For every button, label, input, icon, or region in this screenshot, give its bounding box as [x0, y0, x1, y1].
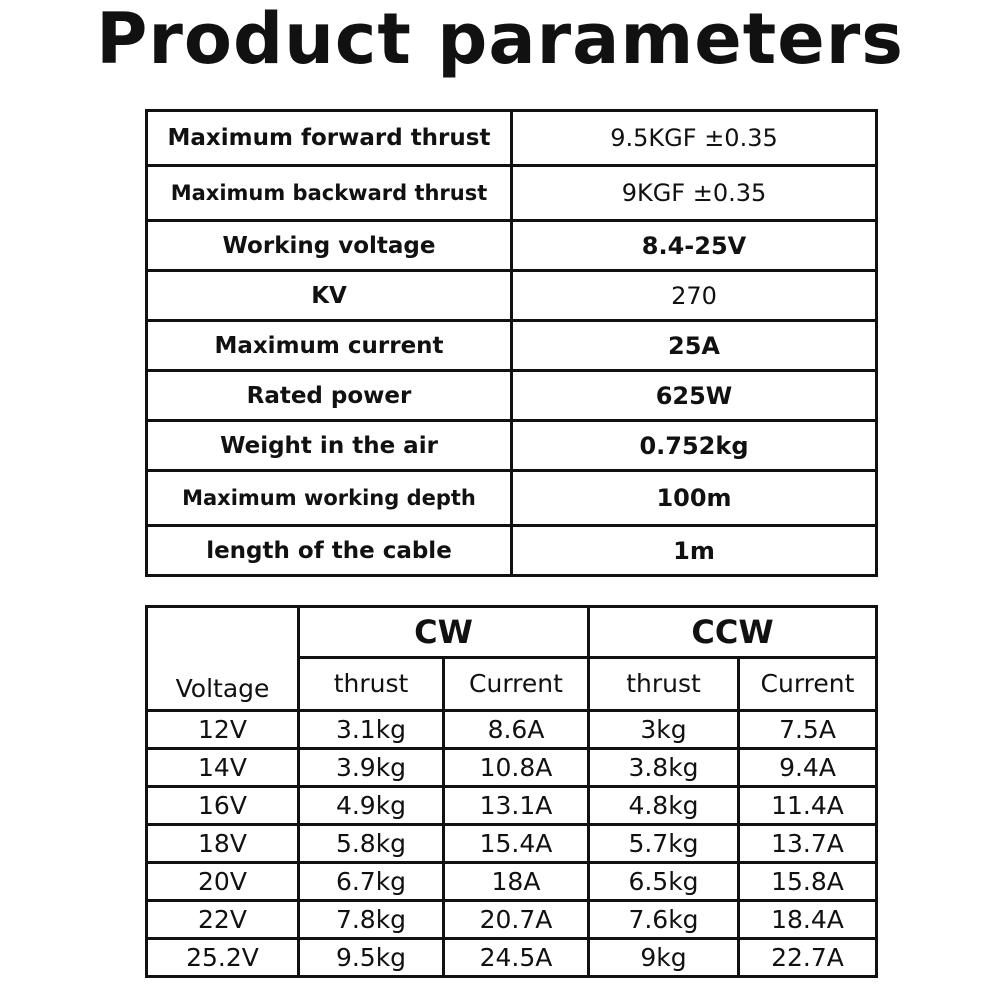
table-row [147, 748, 877, 786]
table-row [147, 862, 877, 900]
ccw-current-cell: 9.4A [739, 748, 877, 786]
ccw-thrust-cell: 5.7kg [589, 824, 739, 862]
spec-value: 0.752kg [512, 421, 877, 471]
spec-value: 100m [512, 471, 877, 526]
specs-row-weight [147, 421, 877, 471]
cw-current-cell: 10.8A [444, 748, 589, 786]
header-ccw-current: Current [739, 658, 877, 711]
spec-value: 9KGF ±0.35 [512, 166, 877, 221]
spec-label: Maximum current [147, 321, 512, 371]
cw-current-cell: 15.4A [444, 824, 589, 862]
ccw-thrust-cell: 7.6kg [589, 900, 739, 938]
spec-value: 9.5KGF ±0.35 [512, 111, 877, 166]
cw-thrust-cell: 5.8kg [299, 824, 444, 862]
ccw-current-cell: 15.8A [739, 862, 877, 900]
corner-cell [147, 607, 299, 658]
table-row [147, 824, 877, 862]
spec-label: Maximum forward thrust [147, 111, 512, 166]
voltage-cell: 16V [147, 786, 299, 824]
header-voltage: Voltage [147, 658, 299, 711]
ccw-thrust-cell: 4.8kg [589, 786, 739, 824]
voltage-cell: 12V [147, 710, 299, 748]
cw-current-cell: 8.6A [444, 710, 589, 748]
ccw-thrust-cell: 9kg [589, 938, 739, 976]
cw-current-cell: 20.7A [444, 900, 589, 938]
specs-row-cable-length [147, 526, 877, 576]
spec-label: Rated power [147, 371, 512, 421]
specs-row-kv [147, 271, 877, 321]
ccw-current-cell: 7.5A [739, 710, 877, 748]
voltage-cell: 22V [147, 900, 299, 938]
spec-label: Weight in the air [147, 421, 512, 471]
spec-value: 8.4-25V [512, 221, 877, 271]
cw-current-cell: 13.1A [444, 786, 589, 824]
spec-label: Maximum backward thrust [147, 166, 512, 221]
cw-thrust-cell: 7.8kg [299, 900, 444, 938]
cw-current-cell: 24.5A [444, 938, 589, 976]
column-header-row [147, 658, 877, 711]
header-cw-thrust: thrust [299, 658, 444, 711]
ccw-thrust-cell: 6.5kg [589, 862, 739, 900]
table-row [147, 786, 877, 824]
specs-row-max-current [147, 321, 877, 371]
table-row [147, 900, 877, 938]
cw-current-cell: 18A [444, 862, 589, 900]
performance-table [145, 605, 878, 978]
ccw-current-cell: 18.4A [739, 900, 877, 938]
spec-value: 1m [512, 526, 877, 576]
voltage-cell: 14V [147, 748, 299, 786]
cw-thrust-cell: 3.9kg [299, 748, 444, 786]
table-row [147, 710, 877, 748]
group-ccw: CCW [589, 607, 877, 658]
specs-row-depth [147, 471, 877, 526]
spec-value: 625W [512, 371, 877, 421]
header-ccw-thrust: thrust [589, 658, 739, 711]
spec-value: 270 [512, 271, 877, 321]
group-cw: CW [299, 607, 589, 658]
ccw-current-cell: 13.7A [739, 824, 877, 862]
voltage-cell: 18V [147, 824, 299, 862]
spec-label: KV [147, 271, 512, 321]
ccw-current-cell: 11.4A [739, 786, 877, 824]
specs-row-working-voltage [147, 221, 877, 271]
spec-label: Working voltage [147, 221, 512, 271]
header-cw-current: Current [444, 658, 589, 711]
spec-value: 25A [512, 321, 877, 371]
cw-thrust-cell: 3.1kg [299, 710, 444, 748]
specs-row-backward-thrust [147, 166, 877, 221]
ccw-current-cell: 22.7A [739, 938, 877, 976]
cw-thrust-cell: 6.7kg [299, 862, 444, 900]
page-title: Product parameters [96, 0, 904, 80]
ccw-thrust-cell: 3kg [589, 710, 739, 748]
specs-table [145, 109, 878, 577]
spec-label: length of the cable [147, 526, 512, 576]
specs-row-rated-power [147, 371, 877, 421]
specs-row-forward-thrust [147, 111, 877, 166]
voltage-cell: 25.2V [147, 938, 299, 976]
group-header-row [147, 607, 877, 658]
spec-label: Maximum working depth [147, 471, 512, 526]
cw-thrust-cell: 4.9kg [299, 786, 444, 824]
ccw-thrust-cell: 3.8kg [589, 748, 739, 786]
voltage-cell: 20V [147, 862, 299, 900]
cw-thrust-cell: 9.5kg [299, 938, 444, 976]
table-row [147, 938, 877, 976]
